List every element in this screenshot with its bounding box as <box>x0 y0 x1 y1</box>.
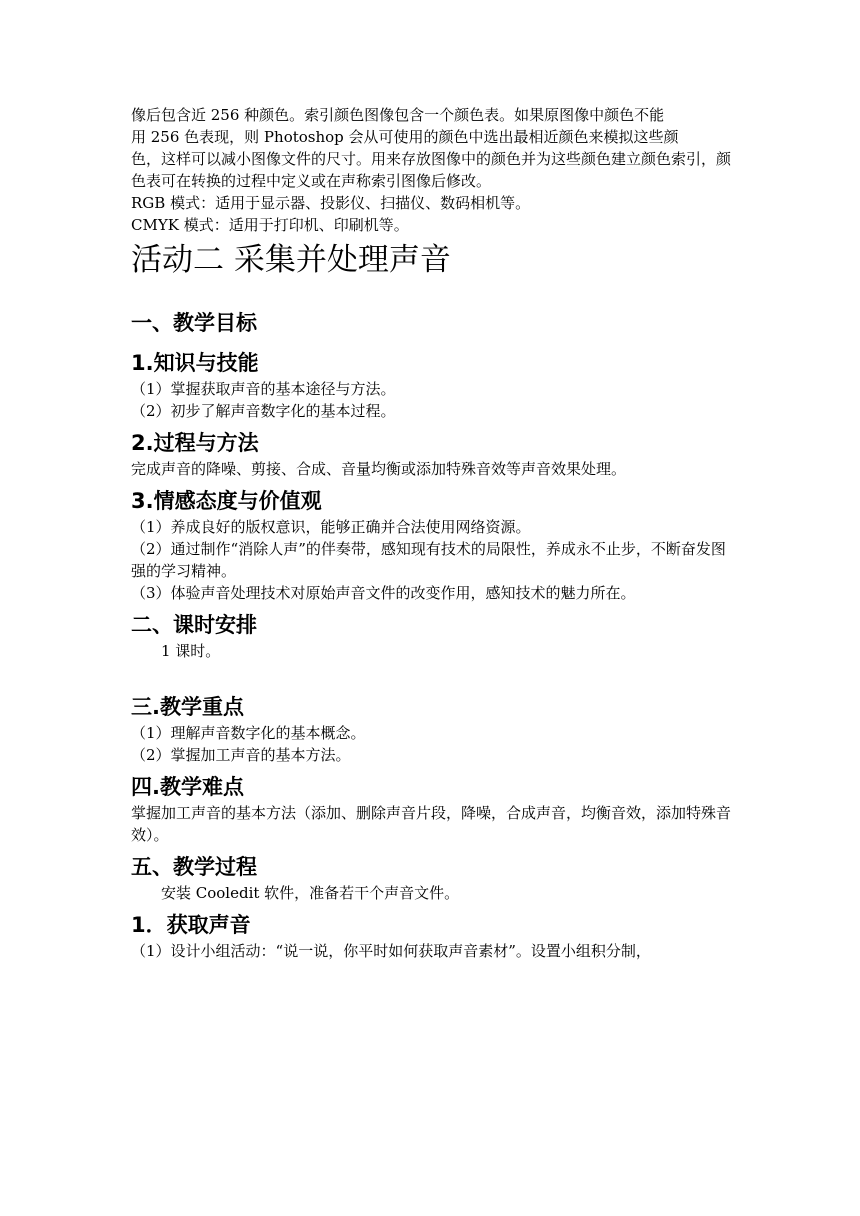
section-5-text: 安装 Cooledit 软件，准备若干个声音文件。 <box>161 884 460 902</box>
section-1-sub-3-item-3: （3）体验声音处理技术对原始声音文件的改变作用，感知技术的魅力所在。 <box>131 584 636 602</box>
intro-line-4: RGB 模式：适用于显示器、投影仪、扫描仪、数码相机等。 <box>131 194 531 212</box>
section-1-sub-3-item-2: （2）通过制作“消除人声”的伴奏带，感知现有技术的局限性，养成永不止步，不断奋发图强的学习精神。 <box>131 540 726 580</box>
intro-line-3: 色，这样可以减小图像文件的尺寸。用来存放图像中的颜色并为这些颜色建立颜色索引，颜色表可在转换的过程中定义或在声称索引图像后修改。 <box>131 150 732 190</box>
section-1-sub-1-item-1: （1）掌握获取声音的基本途径与方法。 <box>131 380 396 398</box>
section-3-title: 三.教学重点 <box>131 695 244 719</box>
intro-line-1: 像后包含近 256 种颜色。索引颜色图像包含一个颜色表。如果原图像中颜色不能 <box>131 106 665 124</box>
section-2-text: 1 课时。 <box>161 642 221 660</box>
activity-title: 活动二 采集并处理声音 <box>131 242 451 278</box>
section-1-sub-2-text: 完成声音的降噪、剪接、合成、音量均衡或添加特殊音效等声音效果处理。 <box>131 460 627 478</box>
section-2-title: 二、课时安排 <box>131 613 257 637</box>
section-1-sub-2-title: 2.过程与方法 <box>131 431 259 455</box>
document-page <box>131 104 731 962</box>
section-1-sub-3-item-1: （1）养成良好的版权意识，能够正确并合法使用网络资源。 <box>131 518 531 536</box>
section-5-sub-1-title: 1．获取声音 <box>131 913 251 937</box>
section-1-sub-1-item-2: （2）初步了解声音数字化的基本过程。 <box>131 402 396 420</box>
section-3-item-2: （2）掌握加工声音的基本方法。 <box>131 746 351 764</box>
section-1-sub-3-title: 3.情感态度与价值观 <box>131 489 322 513</box>
section-5-title: 五、教学过程 <box>131 855 257 879</box>
intro-line-5: CMYK 模式：适用于打印机、印刷机等。 <box>131 216 409 234</box>
section-3-item-1: （1）理解声音数字化的基本概念。 <box>131 724 366 742</box>
intro-line-2: 用 256 色表现，则 Photoshop 会从可使用的颜色中选出最相近颜色来模拟这些颜 <box>131 128 679 146</box>
section-1-title: 一、教学目标 <box>131 311 257 335</box>
section-4-text: 掌握加工声音的基本方法（添加、删除声音片段，降噪，合成声音，均衡音效，添加特殊音效）。 <box>131 804 732 844</box>
section-1-sub-1-title: 1.知识与技能 <box>131 351 259 375</box>
section-4-title: 四.教学难点 <box>131 775 244 799</box>
section-5-sub-1-text: （1）设计小组活动：“说一说，你平时如何获取声音素材”。设置小组积分制， <box>131 942 651 960</box>
